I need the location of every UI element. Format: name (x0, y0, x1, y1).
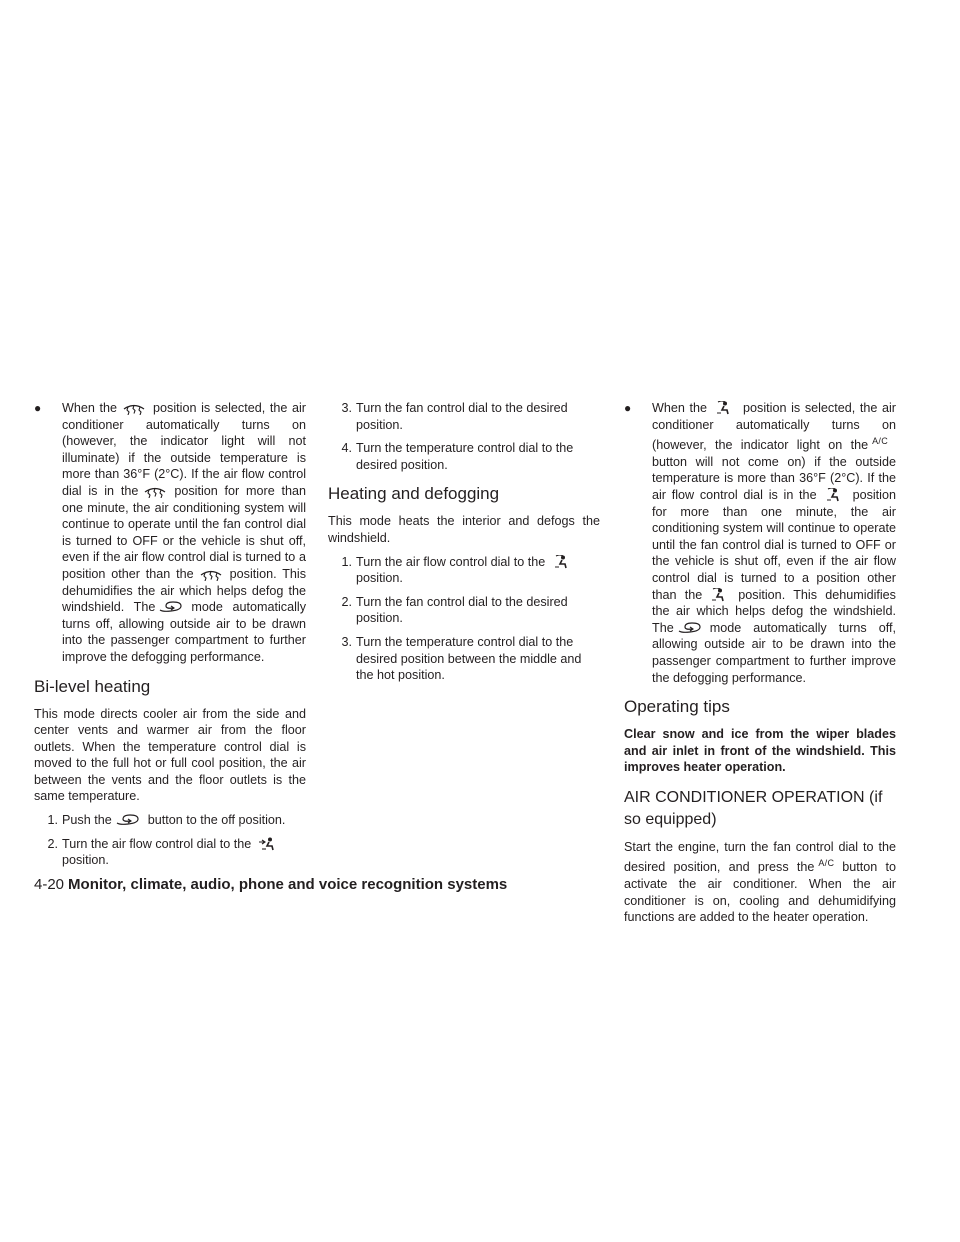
recirculation-icon (157, 600, 187, 614)
heating-defogging-intro: This mode heats the interior and defogs the windshield. (328, 514, 600, 545)
step-item: 4. Turn the temperature control dial to the desired position. (341, 441, 574, 472)
recirculation-icon (676, 621, 706, 635)
page-number: 4-20 (34, 876, 65, 893)
step-item: 2. Turn the air flow control dial to the position. (34, 836, 306, 869)
step-item: 3. Turn the fan control dial to the desired position. (341, 401, 568, 432)
operating-tips-heading: Operating tips (624, 697, 730, 717)
step-item: 3. Turn the temperature control dial to the desired position between the middle and the hot position. (341, 634, 582, 683)
floor-defrost-icon (819, 488, 849, 502)
floor-defrost-icon (709, 401, 739, 415)
heating-defogging-heading: Heating and defogging (328, 484, 500, 504)
bilevel-icon (253, 837, 283, 851)
column-2 (328, 400, 600, 691)
ac-operation-text: Start the engine, turn the fan control dial to the desired position, and press the A/C button to activate the air conditioner. When the air conditioner is on, cooling and dehumidifying functions are added to the heater operation. (624, 839, 896, 925)
bullet-text: When the position is selected, the air conditioner automatically turns on (however, the indicator light will not illuminate) if the outside temperature is more than 36°F (2°C). If the air flow control dial is in the position for more than one minute, the air conditioning system will continue to operate until the fan control dial is turned to OFF or the vehicle is shut off, even if the air flow control dial is turned to a position other than the position. This dehumidifies the air which helps defog the windshield. The mode automatically turns off, allowing outside air to be drawn into the passenger compartment to further improve the defogging performance. (62, 401, 306, 664)
page-footer (34, 876, 507, 893)
bullet-text: When the position is selected, the air conditioner automatically turns on (however, the indicator light on the A/Cbutton will not come on) if the outside temperature is more than 36°F (2°C). If the air flow control dial is in the position for more than one minute, the air conditioning system will continue to operate until the fan control dial is turned to OFF or the vehicle is shut off, even if the air flow control dial is turned to a position other than the position. This dehumidifies the air which helps defog the windshield. The mode automatically turns off, allowing outside air to be drawn into the passenger compartment to further improve the defogging performance. (652, 401, 896, 685)
ac-operation-heading: AIR CONDITIONER OPERATION (if so equipped) (624, 788, 883, 828)
ac-button-label: A/C (818, 858, 835, 869)
bilevel-intro: This mode directs cooler air from the side and center vents and warmer air from the floor outlets. When the temperature control dial is moved to the full hot or full cool position, the air between the vents and the floor outlets is the same temperature. (34, 706, 306, 804)
floor-defrost-bullet (624, 400, 896, 686)
column-3 (624, 400, 896, 933)
column-1 (34, 400, 306, 876)
step-item: 2. Turn the fan control dial to the desired position. (341, 594, 568, 626)
ac-button-label: A/C (872, 436, 888, 447)
floor-defrost-icon (704, 588, 734, 602)
bilevel-heading: Bi-level heating (34, 676, 151, 696)
step-item: 1. Push the button to the off position. (47, 813, 286, 828)
bullet-dot: ● (34, 401, 42, 415)
operating-tips-text: Clear snow and ice from the wiper blades and air inlet in front of the windshield. This improves heater operation. (624, 727, 896, 775)
bullet-dot: ● (624, 401, 632, 415)
defrost-icon (140, 484, 170, 498)
defrost-icon (196, 567, 226, 581)
floor-defrost-icon (547, 555, 577, 569)
chapter-title: Monitor, climate, audio, phone and voice recognition systems (68, 876, 508, 893)
defrost-icon (119, 401, 149, 415)
defrost-bullet (34, 400, 306, 666)
recirculation-icon (114, 813, 144, 827)
step-item: 1. Turn the air flow control dial to the position. (328, 554, 600, 587)
